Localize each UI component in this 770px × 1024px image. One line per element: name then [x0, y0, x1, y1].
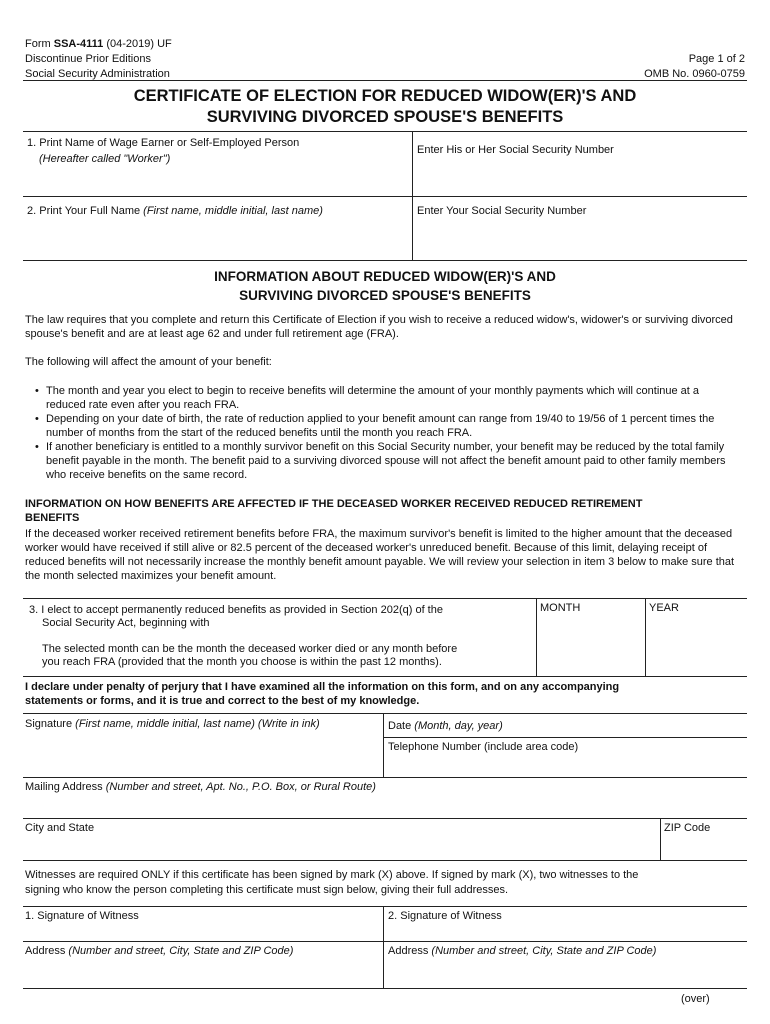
witness-instructions-line1: Witnesses are required ONLY if this certificate has been signed by mark (X) above. If signed by mark (X), two witnesses to the — [25, 869, 639, 881]
year-label: YEAR — [649, 602, 679, 614]
phone-label: Telephone Number (include area code) — [388, 741, 579, 753]
info-heading-line2: SURVIVING DIVORCED SPOUSE'S BENEFITS — [239, 288, 531, 303]
divider — [383, 737, 747, 738]
info-paragraph-3: If the deceased worker received retirement benefits before FRA, the maximum survivor's benefit is limited to the higher amount that the deceased worker would have received if still alive or 82.5 percent of the deceased worker's unreduced benefit. Because of this limit, delaying receipt of reduced benefits will not necessarily increase the monthly benefit amount payable. We will review your selection in item 3 below to make sure that the month selected maximizes your benefit amount. — [25, 528, 735, 582]
form-number-value: SSA-4111 — [53, 38, 104, 50]
witness2-address-note: (Number and street, City, State and ZIP Code) — [431, 945, 657, 957]
worker-name-note: (Hereafter called "Worker") — [39, 153, 171, 165]
divider — [23, 988, 747, 989]
info-heading-line1: INFORMATION ABOUT REDUCED WIDOW(ER)'S AND — [214, 269, 556, 284]
signature-label-text: Signature — [25, 718, 76, 730]
witness1-signature-label: 1. Signature of Witness — [25, 910, 139, 922]
witness2-address-label-text: Address — [388, 945, 432, 957]
signature-label — [25, 717, 320, 731]
witness1-signature-field[interactable] — [30, 924, 375, 940]
your-ssn-label: Enter Your Social Security Number — [417, 205, 587, 217]
signature-field[interactable] — [30, 735, 375, 771]
divider — [23, 260, 747, 261]
form-edition: (04-2019) UF — [103, 38, 172, 50]
divider — [23, 941, 747, 942]
list-item: • If another beneficiary is entitled to a monthly survivor benefit on this Social Security number, your benefit may be reduced by the total family benefit payable in the month. The benefit paid to a surviving divorced spouse will not affect the benefit amount paid to other family members who receive benefits on the same record. — [25, 440, 735, 482]
worker-name-label: 1. Print Name of Wage Earner or Self-Employed Person — [27, 137, 300, 149]
worker-ssn-input[interactable] — [418, 168, 743, 190]
column-divider — [383, 713, 384, 777]
your-name-label-text: 2. Print Your Full Name — [27, 205, 144, 217]
witness2-signature-label: 2. Signature of Witness — [388, 910, 502, 922]
witness2-signature-field[interactable] — [390, 924, 740, 940]
worker-ssn-label: Enter His or Her Social Security Number — [417, 144, 614, 156]
divider — [23, 818, 747, 819]
agency-name: Social Security Administration — [25, 68, 170, 80]
divider — [23, 131, 747, 132]
benefit-factors-list — [25, 384, 735, 482]
witness1-address-label-text: Address — [25, 945, 69, 957]
list-item: • Depending on your date of birth, the rate of reduction applied to your benefit amount can range from 19/40 to 19/56 of 1 percent times the number of months from the start of the reduced benefits until the month you reach FRA. — [25, 412, 735, 440]
declaration-line1: I declare under penalty of perjury that I have examined all the information on this form, and on any accompanying — [25, 681, 620, 693]
worker-name-input[interactable] — [30, 170, 405, 190]
election-statement-line2: Social Security Act, beginning with — [42, 617, 210, 629]
divider — [23, 713, 747, 714]
info-heading-reduced: INFORMATION ON HOW BENEFITS ARE AFFECTED IF THE DECEASED WORKER RECEIVED REDUCED RETIREMENT BENEFITS — [25, 498, 643, 524]
witness-instructions-line2: signing who know the person completing this certificate must sign below, giving their full addresses. — [25, 884, 509, 896]
city-state-label: City and State — [25, 822, 95, 834]
column-divider — [645, 598, 646, 676]
your-ssn-input[interactable] — [418, 228, 743, 252]
form-title-line1: CERTIFICATE OF ELECTION FOR REDUCED WIDOW(ER)'S AND — [133, 87, 637, 105]
mailing-address-label-text: Mailing Address — [25, 781, 106, 793]
mailing-address-note: (Number and street, Apt. No., P.O. Box, or Rural Route) — [105, 781, 376, 793]
column-divider — [383, 906, 384, 988]
discontinue-notice: Discontinue Prior Editions — [25, 53, 151, 65]
over-note: (over) — [681, 993, 710, 1005]
city-state-input[interactable] — [30, 837, 650, 857]
form-title-line2: SURVIVING DIVORCED SPOUSE'S BENEFITS — [206, 108, 564, 126]
date-label-text: Date — [388, 720, 415, 732]
info-paragraph-1: The law requires that you complete and return this Certificate of Election if you wish to receive a reduced widow's, widower's or surviving divorced spouse's benefit and are at least age 62 and under full retirement age (FRA). — [25, 314, 733, 340]
mailing-address-label — [25, 780, 376, 794]
date-input[interactable] — [520, 717, 740, 735]
election-note-line1: The selected month can be the month the deceased worker died or any month before — [42, 643, 458, 655]
list-item: • The month and year you elect to begin to receive benefits will determine the amount of your monthly payments which will continue at a reduced rate even after you reach FRA. — [25, 384, 735, 412]
witness1-address-note: (Number and street, City, State and ZIP Code) — [68, 945, 294, 957]
date-note: (Month, day, year) — [414, 720, 503, 732]
column-divider — [536, 598, 537, 676]
date-label — [388, 719, 503, 733]
witness2-address-input[interactable] — [390, 962, 740, 982]
form-number — [25, 37, 172, 51]
your-name-input[interactable] — [30, 228, 405, 252]
witness1-address-label — [25, 944, 293, 958]
page-number: Page 1 of 2 — [688, 53, 745, 65]
column-divider — [660, 818, 661, 860]
your-name-label — [27, 204, 323, 218]
month-input[interactable] — [541, 625, 641, 665]
witness2-address-label — [388, 944, 656, 958]
phone-input[interactable] — [390, 756, 740, 774]
omb-number: OMB No. 0960-0759 — [644, 68, 745, 80]
divider — [23, 196, 747, 197]
zip-code-input[interactable] — [665, 837, 743, 857]
your-name-note: (First name, middle initial, last name) — [143, 205, 323, 217]
election-note-line2: you reach FRA (provided that the month you choose is within the past 12 months). — [42, 656, 442, 668]
divider — [23, 906, 747, 907]
election-statement-line1: 3. I elect to accept permanently reduced benefits as provided in Section 202(q) of the — [29, 604, 443, 616]
divider — [23, 598, 747, 599]
form-prefix: Form — [25, 38, 54, 50]
divider — [23, 80, 747, 81]
divider — [23, 860, 747, 861]
zip-code-label: ZIP Code — [664, 822, 711, 834]
month-label: MONTH — [540, 602, 581, 614]
divider — [23, 676, 747, 677]
divider — [23, 777, 747, 778]
mailing-address-input[interactable] — [30, 796, 740, 816]
info-paragraph-2: The following will affect the amount of your benefit: — [25, 356, 272, 368]
witness1-address-input[interactable] — [30, 962, 375, 982]
year-input[interactable] — [650, 625, 744, 665]
declaration-line2: statements or forms, and it is true and correct to the best of my knowledge. — [25, 695, 420, 707]
signature-note: (First name, middle initial, last name) (Write in ink) — [75, 718, 320, 730]
